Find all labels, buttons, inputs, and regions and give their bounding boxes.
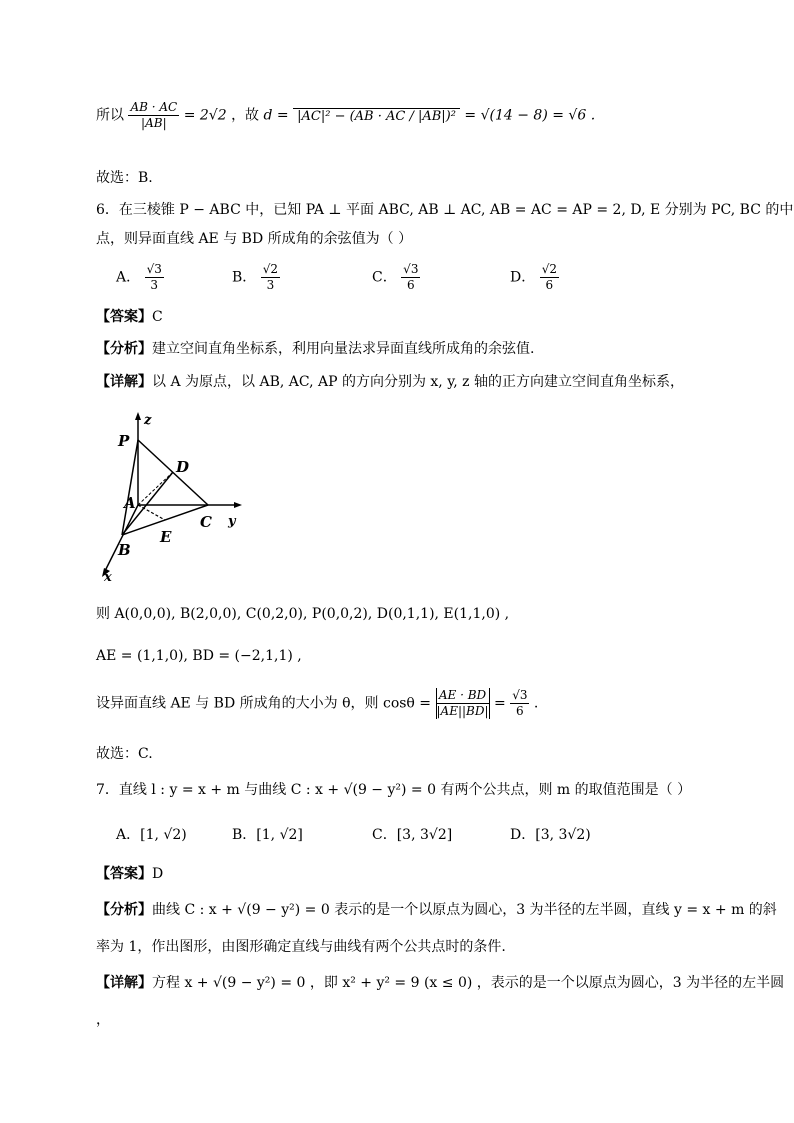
option-text: [1, √2): [140, 827, 187, 843]
option-label: D．: [510, 269, 536, 286]
q7-option-d[interactable]: [510, 824, 591, 844]
z-axis-arrow: [135, 412, 141, 420]
q7-analysis-line2: 率为 1，作出图形，由图形确定直线与曲线有两个公共点时的条件.: [96, 939, 506, 955]
equation-result: = √(14 − 8) = √6 .: [464, 107, 596, 124]
text-mid: ，故: [231, 107, 260, 124]
cos-fraction: [436, 688, 490, 719]
label-b: B: [118, 541, 131, 559]
fraction-denominator: 3: [150, 278, 159, 292]
q7-stem-text: 直线 l : y = x + m 与曲线 C : x + √(9 − y²) = 0 有两个公共点，则 m 的取值范围是（ ）: [118, 782, 692, 798]
text-prefix: 所以: [96, 107, 124, 124]
q6-option-d[interactable]: [510, 262, 559, 293]
option-label: C．: [372, 269, 397, 286]
detail-tag: 【详解】: [96, 374, 152, 390]
detail-text: 方程 x + √(9 − y²) = 0 ，即 x² + y² = 9 (x ≤ 0) ，表示的是一个以原点为圆心，3 为半径的左半圆: [152, 975, 785, 991]
q6-number: 6．: [96, 202, 119, 218]
y-axis-arrow: [234, 502, 242, 508]
q6-option-a[interactable]: [116, 262, 164, 293]
fraction-numerator: √3: [146, 262, 162, 276]
q7-stem: [96, 780, 691, 800]
label-y: y: [228, 514, 236, 529]
tetrahedron-figure: [96, 410, 266, 585]
label-c: C: [200, 513, 212, 531]
q6-stem-line2: 点，则异面直线 AE 与 BD 所成角的余弦值为（ ）: [96, 231, 413, 247]
answer-tag: 【答案】: [96, 309, 152, 325]
analysis-text: 建立空间直角坐标系，利用向量法求异面直线所成角的余弦值.: [152, 341, 535, 357]
detail-tag: 【详解】: [96, 975, 152, 991]
fraction-numerator: AE · BD: [437, 688, 489, 704]
q7-option-a[interactable]: [116, 824, 187, 844]
q6-detail: [96, 372, 684, 392]
analysis-text: 曲线 C : x + √(9 − y²) = 0 表示的是一个以原点为圆心，3 为半径的左半圆，直线 y = x + m 的斜: [152, 902, 777, 918]
q7-option-c[interactable]: [372, 824, 452, 844]
label-d: D: [176, 458, 190, 476]
cos-prefix: 设异面直线 AE 与 BD 所成角的大小为 θ，则 cosθ =: [96, 695, 432, 712]
formula-line-top: [96, 100, 595, 131]
answer-tag: 【答案】: [96, 866, 152, 882]
option-label: B．: [232, 827, 257, 843]
label-x: x: [104, 570, 112, 585]
q6-line1-text: 在三棱锥 P − ABC 中，已知 PA ⊥ 平面 ABC, AB ⊥ AC, AB = AC = AP = 2, D, E 分别为 PC, BC 的中: [118, 202, 794, 218]
q6-answer: [96, 307, 163, 327]
option-text: [3, 3√2]: [396, 827, 453, 843]
option-label: A．: [116, 269, 141, 286]
cos-equals: =: [494, 695, 506, 712]
q7-detail-line2: ，: [96, 1012, 110, 1028]
label-z: z: [144, 413, 152, 428]
cos-result: [510, 688, 529, 719]
option-label: A．: [116, 827, 141, 843]
q6-option-b[interactable]: [232, 262, 280, 293]
label-e: E: [160, 528, 172, 546]
fraction-denominator: 3: [266, 278, 275, 292]
fraction-numerator: √3: [512, 688, 528, 702]
fraction-denominator: 6: [516, 704, 524, 718]
q6-analysis: [96, 339, 534, 359]
d-expression-root: |AC|² − (AB · AC / |AB|)²: [293, 108, 460, 124]
fraction-numerator: AB · AC: [130, 100, 178, 114]
q7-answer: [96, 864, 163, 884]
q7-number: 7．: [96, 782, 119, 798]
label-a: A: [124, 494, 136, 512]
option-fraction: [540, 262, 559, 293]
option-label: C．: [372, 827, 397, 843]
fraction-numerator: √2: [262, 262, 279, 276]
fraction-denominator: |AE||BD|: [436, 704, 489, 718]
segment-ae: [138, 505, 165, 520]
q7-analysis-line1: [96, 900, 777, 920]
q6-cos-line: [96, 688, 538, 719]
d-expression-head: d =: [263, 107, 289, 124]
q6-vectors: AE = (1,1,0), BD = (−2,1,1) ,: [96, 648, 302, 664]
option-fraction: [401, 262, 420, 293]
detail-text: 以 A 为原点，以 AB, AC, AP 的方向分别为 x, y, z 轴的正方向建立空间直角坐标系，: [152, 374, 684, 390]
option-text: [3, 3√2): [535, 827, 591, 843]
equation-part: = 2√2: [183, 107, 227, 124]
fraction-numerator: √2: [541, 262, 557, 276]
option-fraction: [261, 262, 280, 293]
q7-option-b[interactable]: [232, 824, 303, 844]
x-axis: [104, 505, 138, 573]
analysis-tag: 【分析】: [96, 341, 152, 357]
segment-ad: [138, 472, 173, 505]
option-text: [1, √2]: [256, 827, 303, 843]
option-fraction: [145, 262, 164, 293]
cos-end: .: [533, 695, 539, 712]
analysis-tag: 【分析】: [96, 902, 152, 918]
q6-stem-line1: [96, 200, 793, 220]
q6-choice: 故选：C.: [96, 746, 153, 762]
fraction-denominator: |AB|: [141, 116, 167, 130]
q7-detail-line1: [96, 973, 784, 993]
fraction-ab-ac: [128, 100, 179, 131]
option-label: B．: [232, 269, 257, 286]
option-label: D．: [510, 827, 536, 843]
fraction-denominator: 6: [406, 278, 415, 292]
q6-option-c[interactable]: [372, 262, 420, 293]
answer-prev: 故选：B.: [96, 170, 153, 186]
q6-coords: 则 A(0,0,0), B(2,0,0), C(0,2,0), P(0,0,2), D(0,1,1), E(1,1,0) ,: [96, 606, 510, 622]
fraction-denominator: 6: [545, 278, 554, 292]
fraction-numerator: √3: [403, 262, 419, 276]
answer-value: C: [152, 309, 163, 325]
answer-value: D: [152, 866, 164, 882]
label-p: P: [118, 432, 130, 450]
